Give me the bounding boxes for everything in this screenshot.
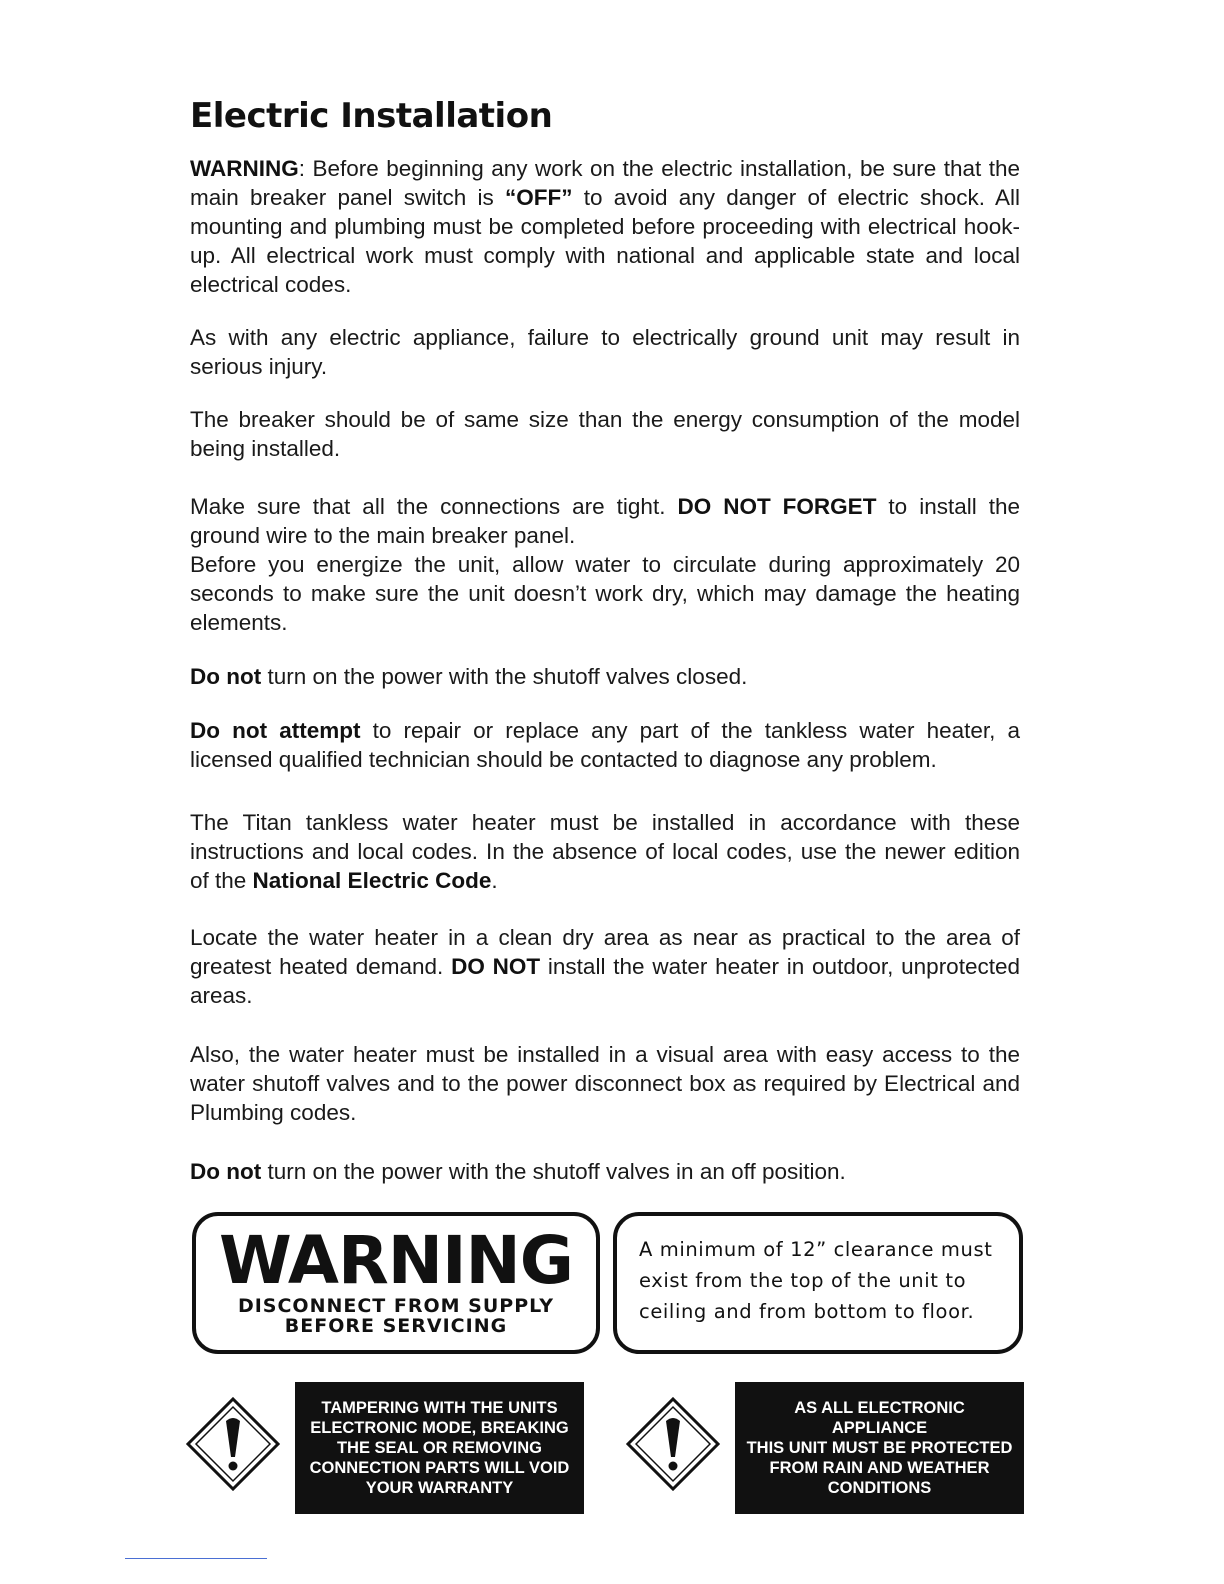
warning-sign-title: WARNING [219,1222,573,1299]
codes-text-a: The Titan tankless water heater must be installed in accordance with these instructions and local codes. In the absence of local codes, use the newer edition of the [190,810,1020,893]
warning-text-b: to avoid any danger of electric shock. All mounting and plumbing must be completed before proceeding with electrical hook-up. All electrical work must comply with national and applicable state and local electrical codes. [190,185,1020,297]
warning-paragraph [190,154,1020,299]
do-not-attempt-label: Do not attempt [190,718,361,743]
location-text-b: install the water heater in outdoor, unprotected areas. [190,954,1020,1008]
do-not-label-2: Do not [190,1159,262,1184]
do-not-label: Do not [190,664,262,689]
weather-line2: THIS UNIT MUST BE PROTECTED [746,1439,1013,1457]
codes-text-b: . [491,868,498,893]
tampering-notice [295,1382,584,1514]
connections-paragraph [190,492,1020,637]
weather-line1: AS ALL ELECTRONIC APPLIANCE [794,1399,965,1437]
do-not-forget-label: DO NOT FORGET [677,494,877,519]
warning-sign-line1: DISCONNECT FROM SUPPLY [237,1295,555,1317]
page-header [190,96,1020,136]
ground-paragraph: As with any electric appliance, failure to electrically ground unit may result in serious injury. [190,325,1020,379]
weather-notice [735,1382,1024,1514]
clearance-line3: ceiling and from bottom to floor. [639,1300,975,1323]
warning-label: WARNING [190,156,299,181]
repair-paragraph [190,716,1020,774]
tamper-line4: CONNECTION PARTS WILL VOID [309,1459,570,1477]
warning-sign-line2: BEFORE SERVICING [284,1315,508,1337]
caution-diamond-icon [626,1397,720,1491]
page-title: Electric Installation [190,96,553,136]
connections-text-b: to install the ground wire to the main breaker panel. [190,494,1020,548]
connections-text-a: Make sure that all the connections are tight. [190,494,678,519]
repair-text: to repair or replace any part of the tankless water heater, a licensed qualified technician should be contacted to diagnose any problem. [190,718,1021,772]
weather-line3: FROM RAIN AND WEATHER [769,1459,990,1477]
caution-diamond-icon [186,1397,280,1491]
access-paragraph: Also, the water heater must be installed in a visual area with easy access to the water shutoff valves and to the power disconnect box as required by Electrical and Plumbing codes. [190,1042,1020,1125]
tamper-line2: ELECTRONIC MODE, BREAKING [310,1419,569,1437]
clearance-text [639,1234,1001,1327]
location-text-a: Locate the water heater in a clean dry area as near as practical to the area of greatest heated demand. [190,925,1020,979]
off-position-text: turn on the power with the shutoff valves in an off position. [261,1159,846,1184]
footer-rule [125,1558,267,1559]
warning-sign [192,1212,600,1354]
weather-line4: CONDITIONS [827,1479,932,1497]
do-not-caps-label: DO NOT [451,954,541,979]
tamper-line5: YOUR WARRANTY [365,1479,514,1497]
clearance-line1: A minimum of 12” clearance must [639,1238,993,1261]
codes-paragraph [190,808,1020,895]
power-valves-paragraph [190,662,1020,691]
clearance-notice [613,1212,1023,1354]
tamper-line1: TAMPERING WITH THE UNITS [321,1399,558,1417]
clearance-line2: exist from the top of the unit to [639,1269,967,1292]
power-valves-text: turn on the power with the shutoff valves closed. [261,664,748,689]
tamper-line3: THE SEAL OR REMOVING [336,1439,543,1457]
off-label: “OFF” [504,185,573,210]
energize-text: Before you energize the unit, allow water to circulate during approximately 20 seconds to make sure the unit doesn’t work dry, which may damage the heating elements. [190,552,1020,635]
location-paragraph [190,923,1020,1010]
off-position-paragraph [190,1157,1020,1186]
national-electric-code-label: National Electric Code [252,868,492,893]
breaker-paragraph: The breaker should be of same size than the energy consumption of the model being installed. [190,407,1020,461]
warning-text-a: : Before beginning any work on the electric installation, be sure that the main breaker panel switch is [190,156,1020,210]
